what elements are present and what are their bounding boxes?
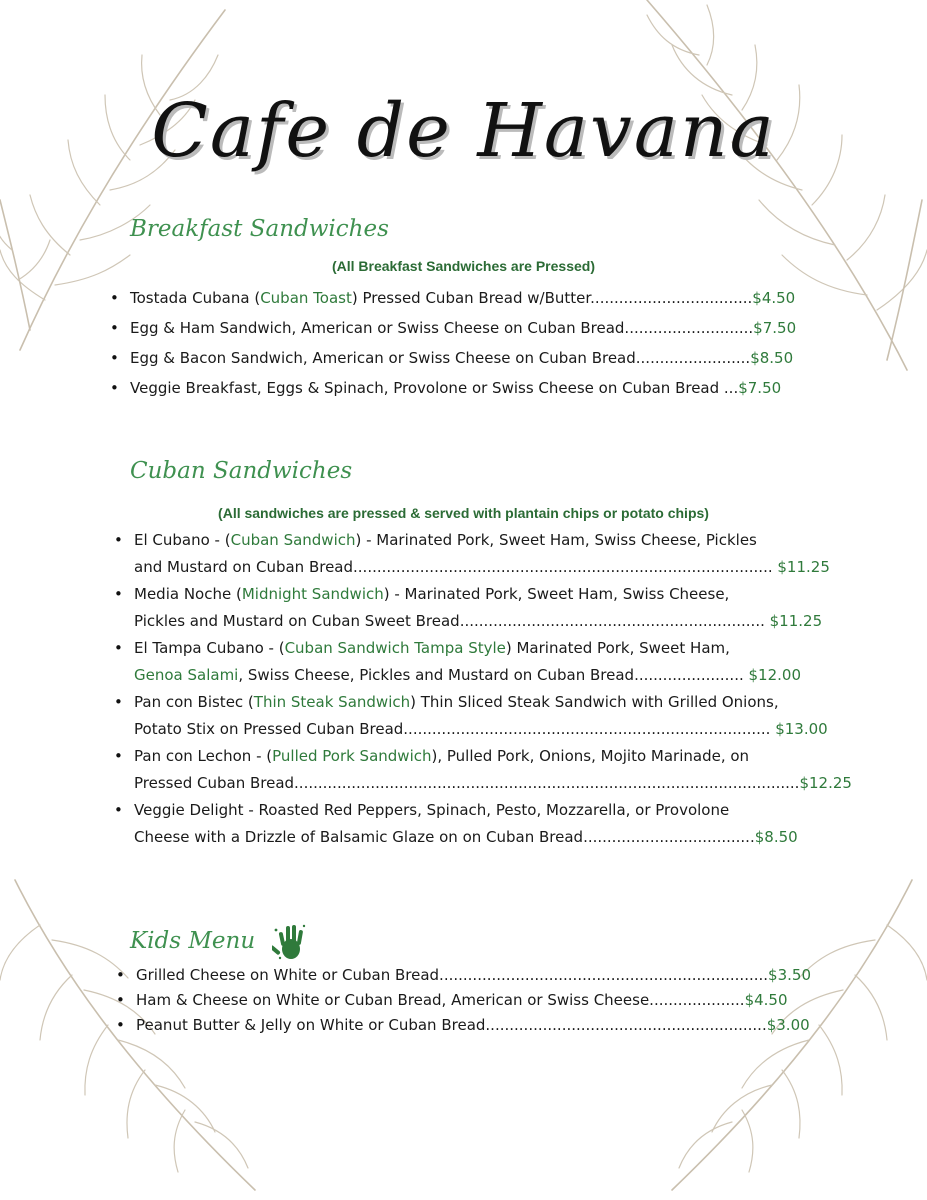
item-text: Ham & Cheese on White or Cuban Bread, American or Swiss Cheese....................	[136, 991, 745, 1009]
item-price: $8.50	[754, 828, 798, 846]
page-title: Cafe de Havana	[151, 88, 776, 174]
item-text: Pan con Lechon - (	[134, 747, 273, 765]
item-highlight: Pulled Pork Sandwich	[272, 747, 432, 765]
item-text: Veggie Delight - Roasted Red Peppers, Spinach, Pesto, Mozzarella, or Provolone	[134, 801, 730, 819]
kids-list	[114, 963, 811, 1038]
item-price: $8.50	[750, 349, 794, 367]
item-text-post: ) Thin Sliced Steak Sandwich with Grilled Onions,	[410, 693, 779, 711]
item-highlight-line2: Genoa Salami	[134, 666, 239, 684]
list-item	[112, 743, 852, 797]
item-price: $11.25	[777, 558, 830, 576]
breakfast-note: (All Breakfast Sandwiches are Pressed)	[331, 258, 595, 274]
item-price: $7.50	[753, 319, 797, 337]
item-price: $4.50	[744, 991, 788, 1009]
item-text-post: ) Marinated Pork, Sweet Ham,	[505, 639, 730, 657]
list-item	[112, 527, 852, 581]
item-text: Grilled Cheese on White or Cuban Bread.....................................................................	[136, 966, 769, 984]
item-text-line2: and Mustard on Cuban Bread........................................................................................	[134, 558, 778, 576]
item-text-post: ) Pressed Cuban Bread w/Butter..................................	[351, 289, 753, 307]
kids-heading-text: Kids Menu	[130, 928, 256, 954]
item-highlight: Cuban Toast	[260, 289, 352, 307]
list-item	[108, 313, 796, 343]
list-item	[112, 581, 852, 635]
item-text-post: ), Pulled Pork, Onions, Mojito Marinade, on	[431, 747, 750, 765]
item-text-post: ) - Marinated Pork, Sweet Ham, Swiss Cheese, Pickles	[355, 531, 757, 549]
item-text: El Tampa Cubano - (	[134, 639, 285, 657]
item-price: $3.50	[768, 966, 811, 984]
breakfast-list	[108, 283, 796, 403]
item-text: El Cubano - (	[134, 531, 231, 549]
item-price: $12.25	[799, 774, 852, 792]
item-text: Veggie Breakfast, Eggs & Spinach, Provolone or Swiss Cheese on Cuban Bread ...	[130, 379, 739, 397]
list-item	[108, 373, 796, 403]
list-item	[112, 797, 852, 851]
item-highlight: Midnight Sandwich	[241, 585, 384, 603]
item-text: Peanut Butter & Jelly on White or Cuban Bread...........................................................	[136, 1016, 767, 1034]
handprint-icon	[272, 922, 308, 962]
item-highlight: Thin Steak Sandwich	[253, 693, 411, 711]
item-price: $12.00	[748, 666, 802, 684]
list-item	[112, 635, 852, 689]
cuban-list	[112, 527, 852, 851]
item-price: $13.00	[775, 720, 828, 738]
item-text-line2: Pressed Cuban Bread..........................................................................................................	[134, 774, 800, 792]
cuban-note: (All sandwiches are pressed & served with plantain chips or potato chips)	[218, 505, 709, 521]
item-highlight: Cuban Sandwich Tampa Style	[284, 639, 506, 657]
item-text-line2: Potato Stix on Pressed Cuban Bread.............................................................................	[134, 720, 776, 738]
item-price: $7.50	[738, 379, 782, 397]
section-title-cuban: Cuban Sandwiches	[130, 458, 353, 484]
item-text: Media Noche (	[134, 585, 242, 603]
list-item	[108, 343, 796, 373]
list-item	[112, 689, 852, 743]
item-text: Egg & Bacon Sandwich, American or Swiss Cheese on Cuban Bread........................	[130, 349, 751, 367]
section-title-kids	[130, 922, 308, 962]
list-item	[114, 963, 811, 988]
item-price: $4.50	[752, 289, 796, 307]
item-text-line2: , Swiss Cheese, Pickles and Mustard on Cuban Bread.......................	[238, 666, 749, 684]
item-text: Tostada Cubana (	[130, 289, 261, 307]
list-item	[114, 988, 811, 1013]
item-highlight: Cuban Sandwich	[230, 531, 356, 549]
section-title-breakfast: Breakfast Sandwiches	[130, 216, 389, 242]
list-item	[108, 283, 796, 313]
item-price: $3.00	[766, 1016, 810, 1034]
item-text-line2: Cheese with a Drizzle of Balsamic Glaze on on Cuban Bread....................................	[134, 828, 755, 846]
item-price: $11.25	[769, 612, 823, 630]
list-item	[114, 1013, 811, 1038]
item-text: Pan con Bistec (	[134, 693, 254, 711]
item-text-post: ) - Marinated Pork, Sweet Ham, Swiss Cheese,	[383, 585, 730, 603]
item-text-line2: Pickles and Mustard on Cuban Sweet Bread................................................................	[134, 612, 770, 630]
item-text: Egg & Ham Sandwich, American or Swiss Cheese on Cuban Bread...........................	[130, 319, 754, 337]
